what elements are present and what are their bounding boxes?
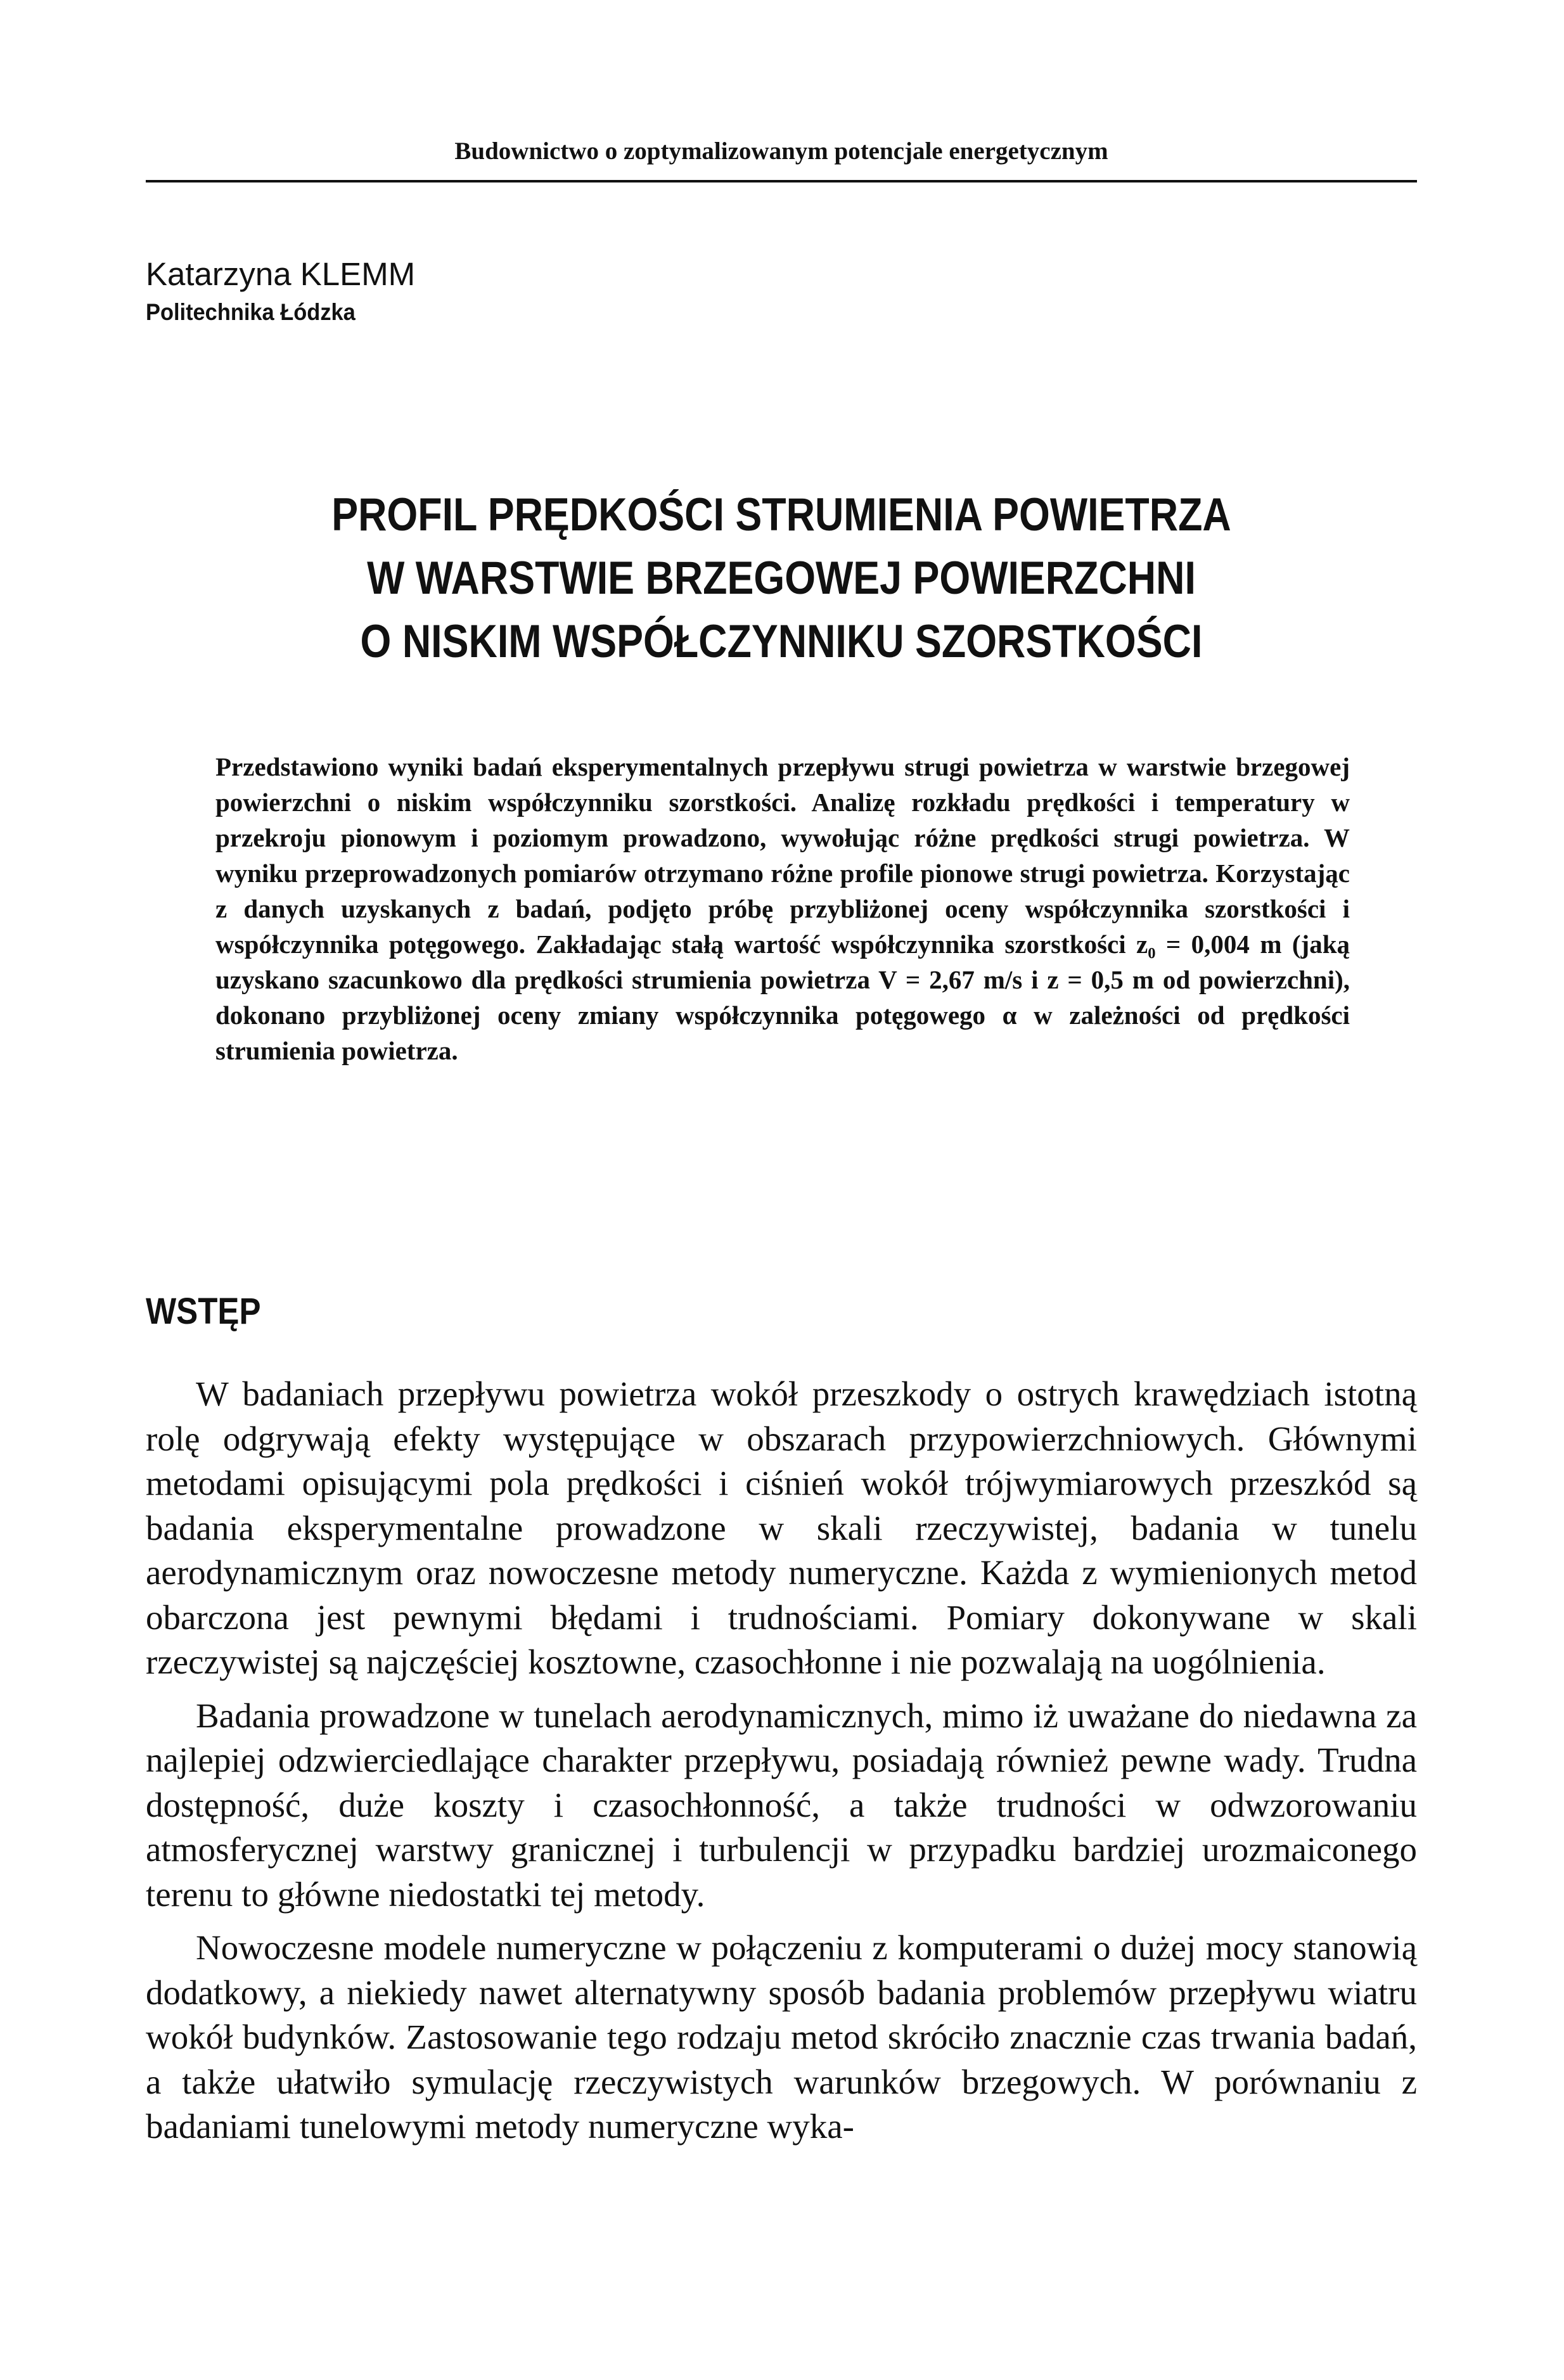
author-affiliation: Politechnika Łódzka xyxy=(146,299,356,325)
paragraph-3: Nowoczesne modele numeryczne w połączeniu z komputerami o dużej mocy stanowią dodatkowy, a niekiedy nawet alternatywny sposób badania problemów przepływu wiatru wokół budynków. Zastosowanie tego rodzaju metod skróciło znacznie czas trwania badań, a także ułatwiło symulację rzeczywistych warunków brzegowych. W porównaniu z badaniami tunelowymi metody numeryczne wyka- xyxy=(146,1928,1417,2146)
title-line-1: PROFIL PRĘDKOŚCI STRUMIENIA POWIETRZA xyxy=(331,489,1231,541)
title-line-2: W WARSTWIE BRZEGOWEJ POWIERZCHNI xyxy=(367,553,1196,604)
title-line-3: O NISKIM WSPÓŁCZYNNIKU SZORSTKOŚCI xyxy=(360,616,1203,667)
section-heading: WSTĘP xyxy=(146,1291,261,1332)
author-block xyxy=(146,253,415,329)
abstract: Przedstawiono wyniki badań eksperymentalnych przepływu strugi powietrza w warstwie brzegowej powierzchni o niskim współczynniku szorstkości. Analizę rozkładu prędkości i temperatury w przekroju pionowym i poziomym prowadzono, wywołując różne prędkości strugi powietrza. W wyniku przeprowadzonych pomiarów otrzymano różne profile pionowe strugi powietrza. Korzystając z danych uzyskanych z badań, podjęto próbę przybliżonej oceny współczynnika szorstkości i współczynnika potęgowego. Zakładając stałą wartość współczynnika szorstkości z₀ = 0,004 m (jaką uzyskano szacunkowo dla prędkości strumienia powietrza V = 2,67 m/s i z = 0,5 m od powierzchni), dokonano przybliżonej oceny zmiany współczynnika potęgowego α w zależności od prędkości strumienia powietrza. xyxy=(215,752,1350,1065)
running-header: Budownictwo o zoptymalizowanym potencjale energetycznym xyxy=(454,138,1108,165)
author-name: Katarzyna KLEMM xyxy=(146,256,416,292)
body-text xyxy=(146,1372,1417,2158)
header-rule xyxy=(146,180,1417,182)
paragraph-2: Badania prowadzone w tunelach aerodynamicznych, mimo iż uważane do niedawna za najlepiej odzwierciedlające charakter przepływu, posiadają również pewne wady. Trudna dostępność, duże koszty i czasochłonność, a także trudności w odwzorowaniu atmosferycznej warstwy granicznej i turbulencji w przypadku bardziej urozmaiconego terenu to główne niedostatki tej metody. xyxy=(146,1696,1417,1914)
paragraph-1: W badaniach przepływu powietrza wokół przeszkody o ostrych krawędziach istotną rolę odgrywają efekty występujące w obszarach przypowierzchniowych. Głównymi metodami opisującymi pola prędkości i ciśnień wokół trójwymiarowych przeszkód są badania eksperymentalne prowadzone w skali rzeczywistej, badania w tunelu aerodynamicznym oraz nowoczesne metody numeryczne. Każda z wymienionych metod obarczona jest pewnymi błędami i trudnościami. Pomiary dokonywane w skali rzeczywistej są najczęściej kosztowne, czasochłonne i nie pozwalają na uogólnienia. xyxy=(146,1374,1417,1681)
paper-title xyxy=(234,483,1328,674)
